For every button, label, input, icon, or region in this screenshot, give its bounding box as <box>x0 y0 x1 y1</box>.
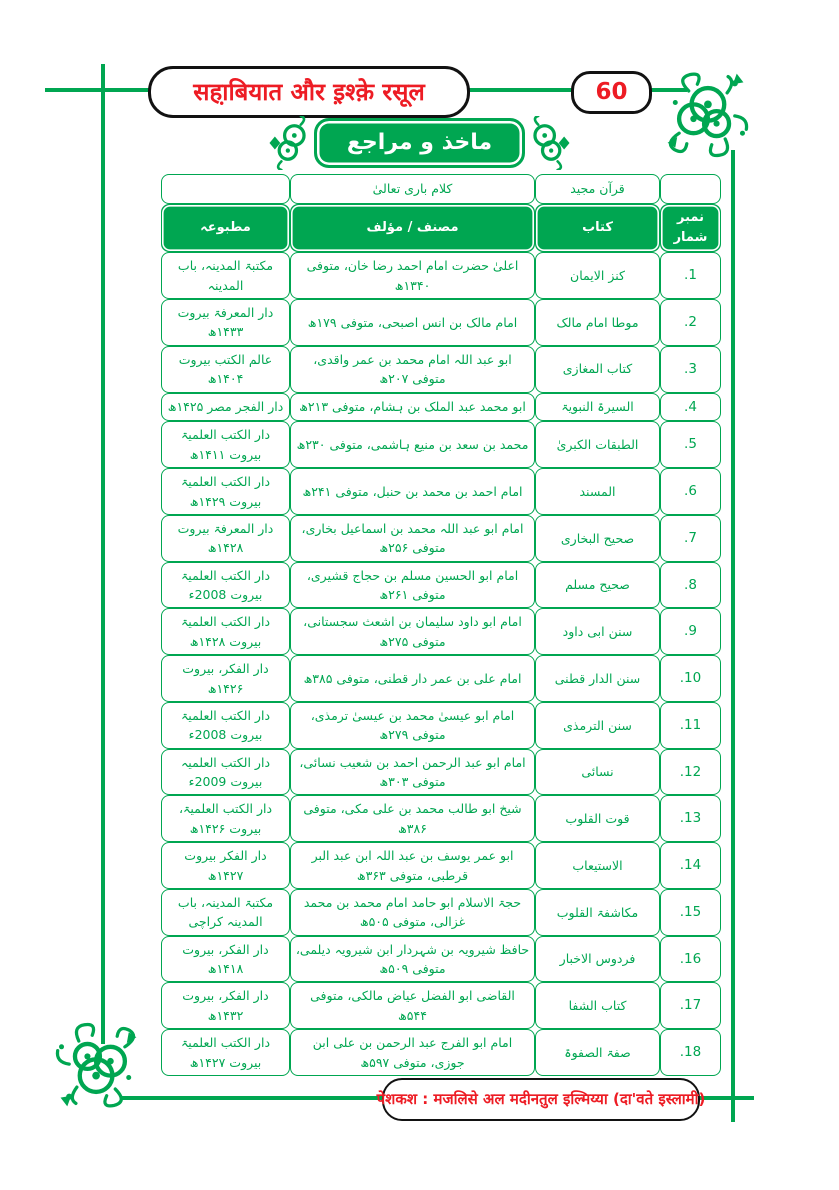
table-row <box>161 468 721 515</box>
row-publisher: دار الفکر، بیروت ۱۴۳۲ھ <box>161 982 290 1029</box>
row-number: 13. <box>660 795 721 842</box>
floral-corner-ornament-icon <box>50 1018 146 1114</box>
table-pre-header-row <box>161 174 721 204</box>
book-title-pill <box>148 66 470 118</box>
banner-left-ornament-icon <box>268 116 312 170</box>
row-book: نسائی <box>535 749 660 796</box>
row-author: امام ابو عبد الرحمن احمد بن شعیب نسائی، متوفی ۳۰۳ھ <box>290 749 535 796</box>
pre-header-publisher-cell <box>161 174 290 204</box>
row-number: 2. <box>660 299 721 346</box>
table-row <box>161 346 721 393</box>
table-row <box>161 702 721 749</box>
pre-header-book-cell: قرآن مجید <box>535 174 660 204</box>
row-publisher: دار الفکر، بیروت ۱۴۱۸ھ <box>161 936 290 983</box>
column-header-number: نمبر شمار <box>660 204 721 252</box>
row-number: 6. <box>660 468 721 515</box>
pre-header-number-cell <box>660 174 721 204</box>
row-book: کتاب المغازی <box>535 346 660 393</box>
row-number: 16. <box>660 936 721 983</box>
row-author: امام مالک بن انس اصبحی، متوفی ۱۷۹ھ <box>290 299 535 346</box>
section-banner <box>0 116 839 170</box>
table-row <box>161 299 721 346</box>
row-book: کنز الایمان <box>535 252 660 299</box>
footer-pill <box>376 1078 706 1121</box>
row-publisher: دار الکتب العلمیۃ بیروت ۱۴۲۹ھ <box>161 468 290 515</box>
row-book: السیرۃ النبویۃ <box>535 393 660 422</box>
row-book: قوت القلوب <box>535 795 660 842</box>
row-author: محمد بن سعد بن منیع ہاشمی، متوفی ۲۳۰ھ <box>290 421 535 468</box>
row-publisher: دار الفکر، بیروت ۱۴۲۶ھ <box>161 655 290 702</box>
table-row <box>161 515 721 562</box>
row-book: صحیح مسلم <box>535 562 660 609</box>
row-publisher: مکتبۃ المدینہ، باب المدینہ <box>161 252 290 299</box>
row-author: امام علی بن عمر دار قطنی، متوفی ۳۸۵ھ <box>290 655 535 702</box>
row-number: 11. <box>660 702 721 749</box>
row-book: مکاشفۃ القلوب <box>535 889 660 936</box>
table-header-row <box>161 204 721 252</box>
row-author: امام ابو داود سلیمان بن اشعث سجستانی، متوفی ۲۷۵ھ <box>290 608 535 655</box>
row-number: 5. <box>660 421 721 468</box>
table-row <box>161 936 721 983</box>
page-number-pill <box>571 71 652 114</box>
row-publisher: دار الکتب العلمیہ بیروت 2009ء <box>161 749 290 796</box>
column-header-author: مصنف / مؤلف <box>290 204 535 252</box>
table-row <box>161 982 721 1029</box>
row-book: صحیح البخاری <box>535 515 660 562</box>
row-author: حجۃ الاسلام ابو حامد امام محمد بن محمد غزالی، متوفی ۵۰۵ھ <box>290 889 535 936</box>
section-title: ماخذ و مراجع <box>346 129 493 155</box>
row-publisher: دار المعرفۃ بیروت ۱۴۲۸ھ <box>161 515 290 562</box>
row-number: 10. <box>660 655 721 702</box>
row-author: امام احمد بن محمد بن حنبل، متوفی ۲۴۱ھ <box>290 468 535 515</box>
row-author: امام ابو عبد اللہ محمد بن اسماعیل بخاری، متوفی ۲۵۶ھ <box>290 515 535 562</box>
row-publisher: دار الکتب العلمیۃ بیروت 2008ء <box>161 562 290 609</box>
table-row <box>161 842 721 889</box>
row-publisher: عالم الکتب بیروت ۱۴۰۴ھ <box>161 346 290 393</box>
row-number: 8. <box>660 562 721 609</box>
row-book: موطا امام مالک <box>535 299 660 346</box>
row-book: الطبقات الکبریٰ <box>535 421 660 468</box>
banner-right-ornament-icon <box>527 116 571 170</box>
page-number: 60 <box>595 79 628 105</box>
table-row <box>161 421 721 468</box>
row-author: امام ابو عیسیٰ محمد بن عیسیٰ ترمذی، متوفی ۲۷۹ھ <box>290 702 535 749</box>
row-author: امام ابو الفرج عبد الرحمن بن علی ابن جوزی، متوفی ۵۹۷ھ <box>290 1029 535 1076</box>
frame-line-right <box>731 150 735 1122</box>
section-title-banner <box>314 118 525 168</box>
frame-line-left <box>101 64 105 1044</box>
table-row <box>161 795 721 842</box>
row-book: الاستیعاب <box>535 842 660 889</box>
book-title: सहा़बियात और इ़श्क़े रसूल <box>193 78 425 106</box>
row-book: کتاب الشفا <box>535 982 660 1029</box>
row-book: سنن ابی داود <box>535 608 660 655</box>
row-author: ابو عبد اللہ امام محمد بن عمر واقدی، متوفی ۲۰۷ھ <box>290 346 535 393</box>
references-table <box>161 174 721 1076</box>
row-author: القاضی ابو الفضل عیاض مالکی، متوفی ۵۴۴ھ <box>290 982 535 1029</box>
row-author: شیخ ابو طالب محمد بن علی مکی، متوفی ۳۸۶ھ <box>290 795 535 842</box>
row-publisher: دار الکتب العلمیۃ، بیروت ۱۴۲۶ھ <box>161 795 290 842</box>
row-number: 17. <box>660 982 721 1029</box>
row-publisher: مکتبۃ المدینہ، باب المدینہ کراچی <box>161 889 290 936</box>
row-number: 3. <box>660 346 721 393</box>
row-author: ابو عمر یوسف بن عبد اللہ ابن عبد البر قرطبی، متوفی ۳۶۳ھ <box>290 842 535 889</box>
table-row <box>161 608 721 655</box>
row-author: حافظ شیرویہ بن شہردار ابن شیرویہ دیلمی، متوفی ۵۰۹ھ <box>290 936 535 983</box>
row-number: 9. <box>660 608 721 655</box>
row-publisher: دار الکتب العلمیۃ بیروت 2008ء <box>161 702 290 749</box>
row-author: ابو محمد عبد الملک بن ہشام، متوفی ۲۱۳ھ <box>290 393 535 422</box>
row-publisher: دار الکتب العلمیۃ بیروت ۱۴۲۷ھ <box>161 1029 290 1076</box>
row-number: 4. <box>660 393 721 422</box>
column-header-book: کتاب <box>535 204 660 252</box>
table-row <box>161 749 721 796</box>
table-row <box>161 252 721 299</box>
row-number: 12. <box>660 749 721 796</box>
row-publisher: دار الکتب العلمیۃ بیروت ۱۴۱۱ھ <box>161 421 290 468</box>
table-row <box>161 1029 721 1076</box>
row-number: 15. <box>660 889 721 936</box>
row-number: 7. <box>660 515 721 562</box>
pre-header-author-cell: کلام باری تعالیٰ <box>290 174 535 204</box>
row-book: سنن الترمذی <box>535 702 660 749</box>
row-publisher: دار المعرفۃ بیروت ۱۴۳۳ھ <box>161 299 290 346</box>
table-row <box>161 393 721 422</box>
row-book: فردوس الاخبار <box>535 936 660 983</box>
table-row <box>161 889 721 936</box>
row-publisher: دار الکتب العلمیۃ بیروت ۱۴۲۸ھ <box>161 608 290 655</box>
row-number: 1. <box>660 252 721 299</box>
footer-text: पेशकश : मजलिसे अल मदीनतुल इल्मिय्या (दा'वते इस्लामी) <box>376 1090 706 1108</box>
row-publisher: دار الفکر بیروت ۱۴۲۷ھ <box>161 842 290 889</box>
table-row <box>161 655 721 702</box>
row-author: امام ابو الحسین مسلم بن حجاج قشیری، متوفی ۲۶۱ھ <box>290 562 535 609</box>
row-author: اعلیٰ حضرت امام احمد رضا خان، متوفی ۱۳۴۰ھ <box>290 252 535 299</box>
row-number: 14. <box>660 842 721 889</box>
table-row <box>161 562 721 609</box>
row-number: 18. <box>660 1029 721 1076</box>
row-book: المسند <box>535 468 660 515</box>
row-book: صفۃ الصفوۃ <box>535 1029 660 1076</box>
row-book: سنن الدار قطنی <box>535 655 660 702</box>
column-header-publisher: مطبوعہ <box>161 204 290 252</box>
row-publisher: دار الفجر مصر ۱۴۲۵ھ <box>161 393 290 422</box>
